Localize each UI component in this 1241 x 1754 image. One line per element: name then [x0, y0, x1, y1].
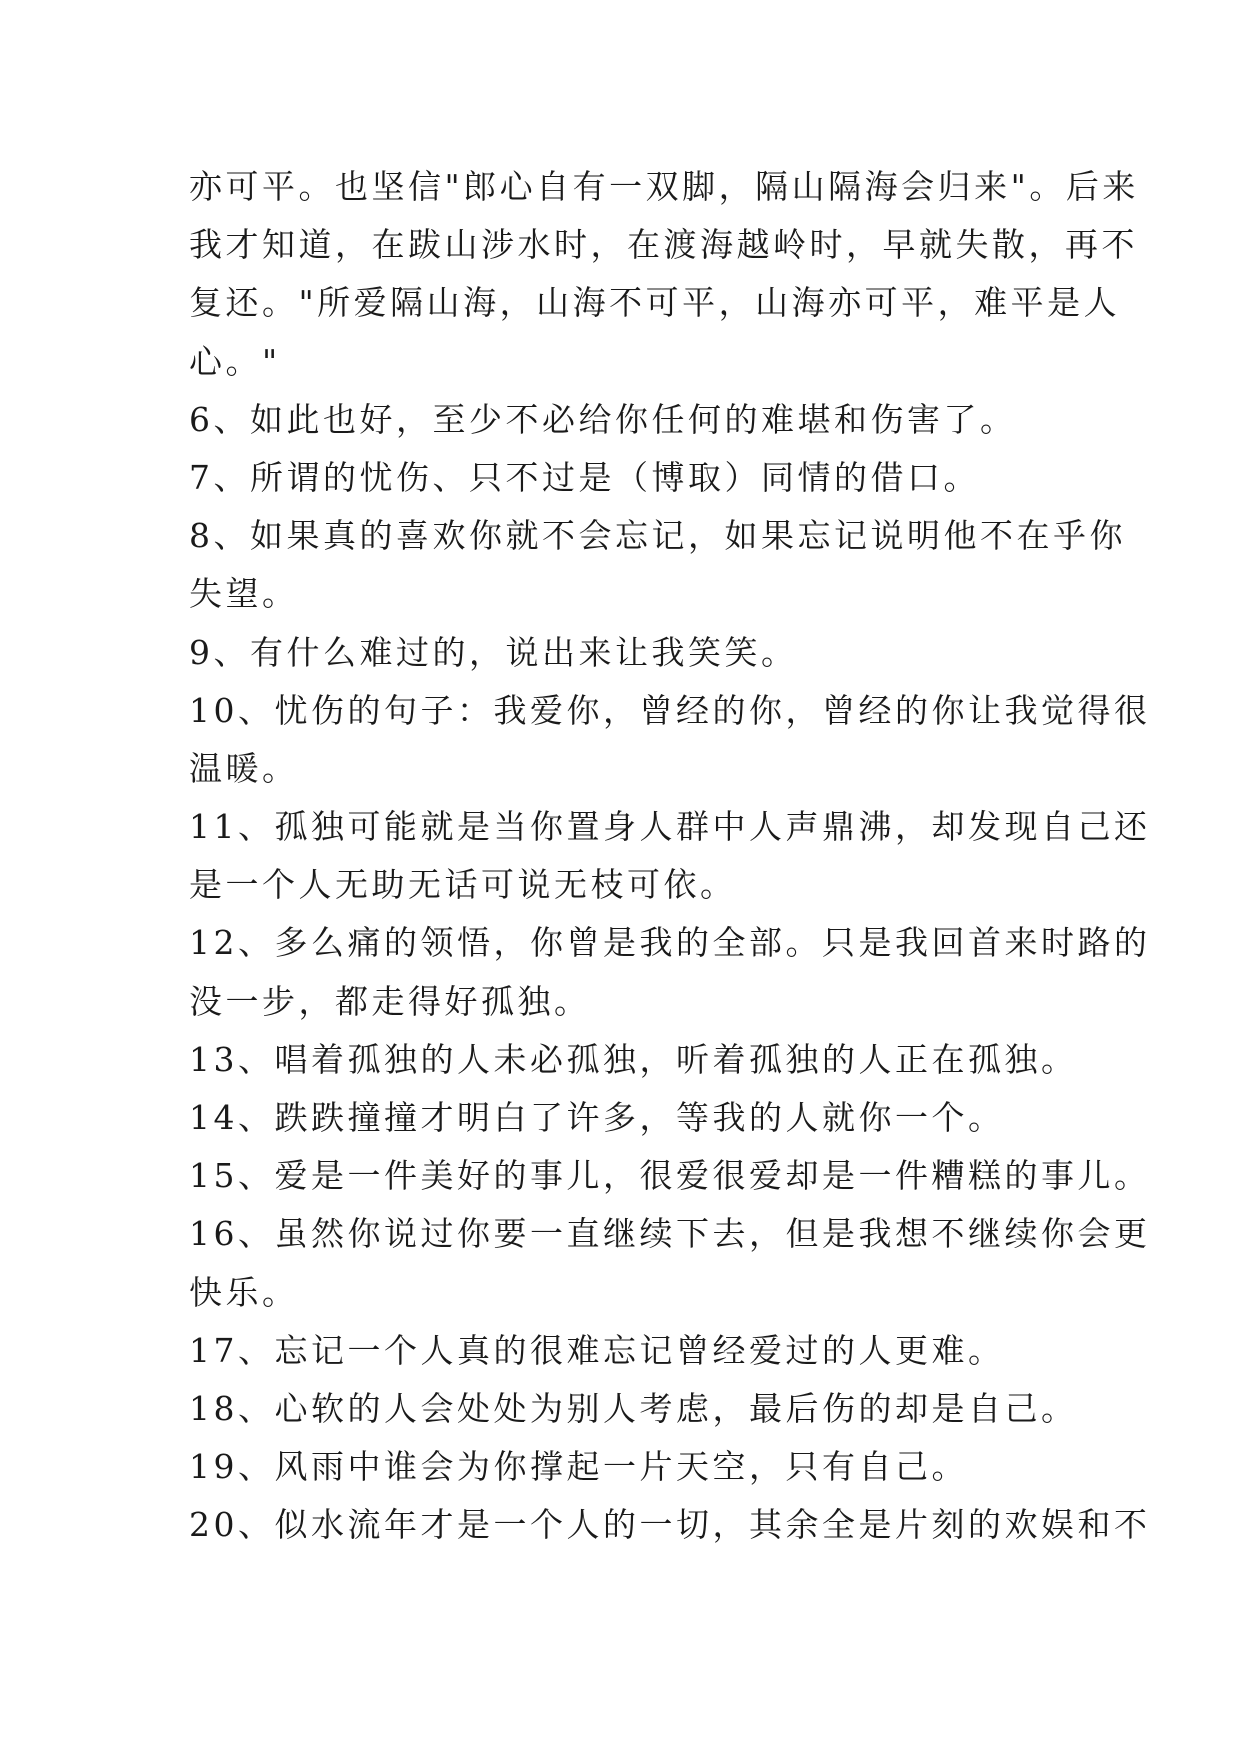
text-line: 16、虽然你说过你要一直继续下去，但是我想不继续你会更 — [189, 1214, 1151, 1254]
text-line: 14、跌跌撞撞才明白了许多，等我的人就你一个。 — [189, 1098, 1005, 1137]
text-line: 19、风雨中谁会为你撑起一片天空，只有自己。 — [189, 1447, 968, 1487]
text-line: 没一步，都走得好孤独。 — [189, 981, 591, 1021]
text-line: 我才知道，在跋山涉水时，在渡海越岭时，早就失散，再不 — [189, 225, 1138, 265]
text-line: 是一个人无助无话可说无枝可依。 — [189, 865, 737, 905]
text-line: 17、忘记一个人真的很难忘记曾经爱过的人更难。 — [189, 1330, 1005, 1370]
document-body — [189, 158, 1151, 1555]
text-line: 失望。 — [189, 574, 299, 614]
text-line: 心。" — [189, 341, 281, 381]
text-line: 8、如果真的喜欢你就不会忘记，如果忘记说明他不在乎你 — [189, 516, 1126, 556]
text-line: 10、忧伤的句子：我爱你，曾经的你，曾经的你让我觉得很 — [189, 690, 1151, 730]
text-line: 快乐。 — [189, 1272, 299, 1312]
text-line: 6、如此也好，至少不必给你任何的难堪和伤害了。 — [189, 399, 1017, 439]
text-line: 15、爱是一件美好的事儿，很爱很爱却是一件糟糕的事儿。 — [189, 1156, 1151, 1196]
text-line: 7、所谓的忧伤、只不过是（博取）同情的借口。 — [189, 457, 980, 497]
text-line: 9、有什么难过的，说出来让我笑笑。 — [189, 632, 798, 672]
text-line: 复还。"所爱隔山海，山海不可平，山海亦可平，难平是人 — [189, 283, 1121, 323]
text-line: 20、似水流年才是一个人的一切，其余全是片刻的欢娱和不 — [189, 1505, 1151, 1545]
text-line: 11、孤独可能就是当你置身人群中人声鼎沸，却发现自己还 — [189, 807, 1151, 847]
text-line: 12、多么痛的领悟，你曾是我的全部。只是我回首来时路的 — [189, 923, 1151, 963]
text-line: 13、唱着孤独的人未必孤独，听着孤独的人正在孤独。 — [189, 1039, 1078, 1079]
text-line: 亦可平。也坚信"郎心自有一双脚，隔山隔海会归来"。后来 — [189, 167, 1139, 206]
text-line: 18、心软的人会处处为别人考虑，最后伤的却是自己。 — [189, 1388, 1078, 1428]
text-line: 温暖。 — [189, 748, 299, 788]
